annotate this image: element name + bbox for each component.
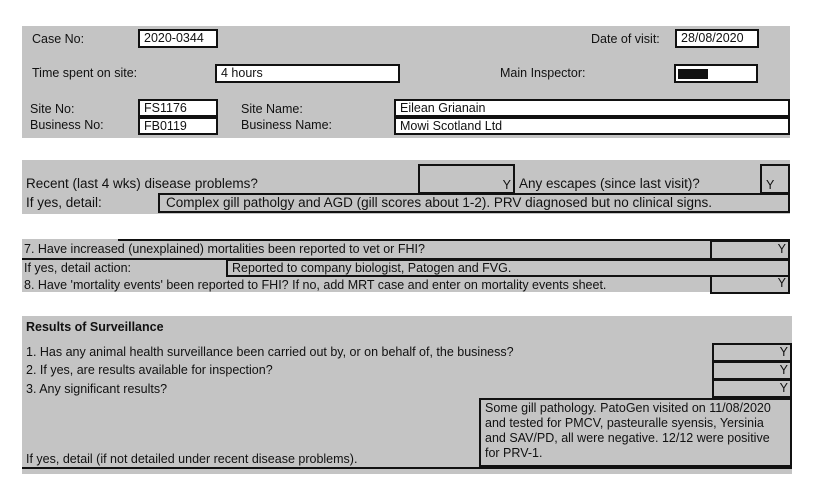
business-no-label: Business No: bbox=[30, 118, 104, 132]
escapes-value[interactable]: Y bbox=[760, 164, 790, 194]
site-name-label: Site Name: bbox=[241, 102, 303, 116]
business-name-label: Business Name: bbox=[241, 118, 333, 132]
time-on-site-label: Time spent on site: bbox=[32, 66, 138, 80]
q7-label: 7. Have increased (unexplained) mortalities been reported to vet or FHI? bbox=[24, 242, 425, 256]
business-no-field[interactable]: FB0119 bbox=[138, 117, 218, 135]
mortality-action-label: If yes, detail action: bbox=[24, 261, 132, 275]
date-of-visit-field[interactable]: 28/08/2020 bbox=[675, 29, 759, 48]
date-of-visit-label: Date of visit: bbox=[591, 32, 660, 46]
escapes-label: Any escapes (since last visit)? bbox=[519, 176, 700, 191]
surveillance-title: Results of Surveillance bbox=[26, 320, 164, 334]
surveillance-detail-label: If yes, detail (if not detailed under recent disease problems). bbox=[26, 452, 358, 466]
case-no-label: Case No: bbox=[32, 32, 85, 46]
mortality-top-rule bbox=[118, 239, 790, 241]
site-no-label: Site No: bbox=[30, 102, 75, 116]
disease-detail-label: If yes, detail: bbox=[26, 195, 102, 210]
time-on-site-field[interactable]: 4 hours bbox=[215, 64, 400, 83]
site-name-field[interactable]: Eilean Grianain bbox=[394, 99, 790, 117]
main-inspector-field[interactable] bbox=[674, 64, 758, 83]
surveillance-bottom-rule bbox=[22, 467, 792, 469]
q1-value[interactable]: Y bbox=[712, 343, 792, 362]
q1-label: 1. Has any animal health surveillance been carried out by, or on behalf of, the business? bbox=[26, 345, 514, 359]
redaction-block bbox=[678, 69, 708, 79]
q2-label: 2. If yes, are results available for inspection? bbox=[26, 363, 273, 377]
q3-label: 3. Any significant results? bbox=[26, 382, 168, 396]
surveillance-detail-field[interactable]: Some gill pathology. PatoGen visited on 11/08/2020 and tested for PMCV, pasteuralle syensis, Yersinia and SAV/PD, all were negative. 12/12 were positive for PRV-1. bbox=[479, 398, 792, 467]
main-inspector-label: Main Inspector: bbox=[500, 66, 586, 80]
q8-value[interactable]: Y bbox=[710, 276, 790, 294]
business-name-field[interactable]: Mowi Scotland Ltd bbox=[394, 117, 790, 135]
recent-disease-label: Recent (last 4 wks) disease problems? bbox=[26, 176, 258, 191]
q7-value[interactable]: Y bbox=[710, 240, 790, 260]
q2-value[interactable]: Y bbox=[712, 361, 792, 380]
disease-detail-field[interactable]: Complex gill patholgy and AGD (gill scores about 1-2). PRV diagnosed but no clinical signs. bbox=[158, 193, 790, 213]
site-no-field[interactable]: FS1176 bbox=[138, 99, 218, 117]
mortality-action-field[interactable]: Reported to company biologist, Patogen and FVG. bbox=[226, 259, 790, 277]
recent-disease-value[interactable]: Y bbox=[418, 164, 515, 194]
case-no-field[interactable]: 2020-0344 bbox=[138, 29, 218, 48]
q3-value[interactable]: Y bbox=[712, 379, 792, 398]
q8-label: 8. Have 'mortality events' been reported to FHI? If no, add MRT case and enter on mortality events sheet. bbox=[24, 278, 607, 292]
